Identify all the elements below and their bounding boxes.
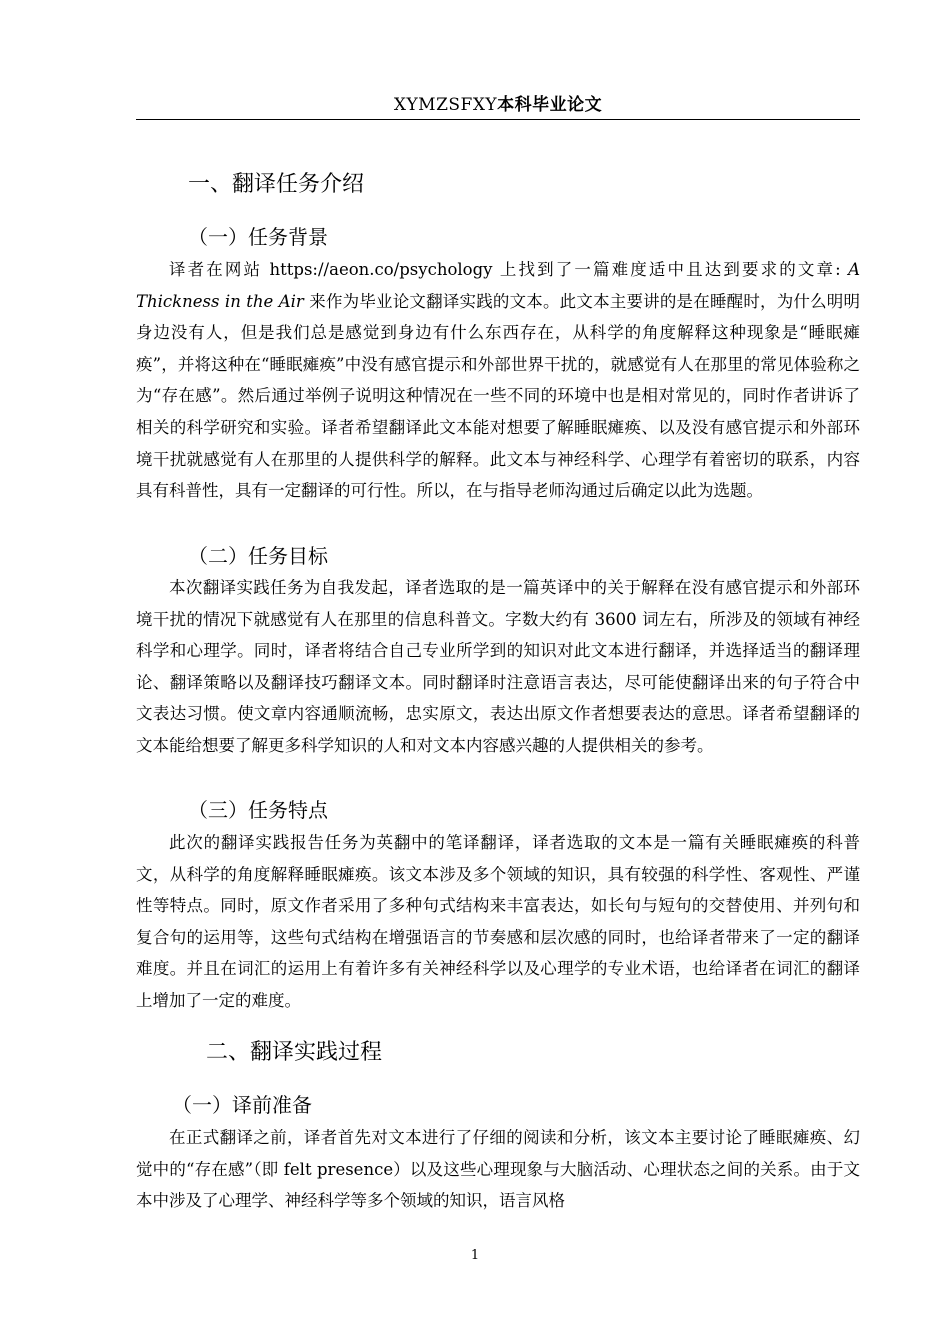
section-1-3-paragraph: 此次的翻译实践报告任务为英翻中的笔译翻译，译者选取的文本是一篇有关睡眠瘫痪的科普文，从科学的角度解释睡眠瘫痪。该文本涉及多个领域的知识，具有较强的科学性、客观性、严谨性等特点。同时，原文作者采用了多种句式结构来丰富表达，如长句与短句的交替使用、并列句和复合句的运用等，这些句式结构在增强语言的节奏感和层次感的同时，也给译者带来了一定的翻译难度。并且在词汇的运用上有着许多有关神经科学以及心理学的专业术语，也给译者在词汇的翻译上增加了一定的难度。 [136, 833, 860, 1010]
page-header [136, 93, 860, 120]
section-2-heading: 二、翻译实践过程 [206, 1040, 383, 1065]
page-number: 1 [470, 1248, 480, 1263]
section-2-1-heading: （一）译前准备 [172, 1093, 312, 1117]
section-1-heading: 一、翻译任务介绍 [188, 172, 365, 197]
header-text [394, 95, 602, 115]
header-prefix: XYMZSFXY [393, 95, 498, 115]
paragraph-text-start: 译者在网站 https://aeon.co/psychology 上找到了一篇难度适中且达到要求的文章: [169, 260, 849, 279]
section-1-3-heading: （三）任务特点 [188, 798, 328, 822]
paragraph-text-end: 来作为毕业论文翻译实践的文本。此文本主要讲的是在睡醒时，为什么明明身边没有人，但是我们总是感觉到身边有什么东西存在，从科学的角度解释这种现象是“睡眠瘫痪”，并将这种在“睡眠瘫痪”中没有感官提示和外部世界干扰的，就感觉有人在那里的常见体验称之为“存在感”。然后通过举例子说明这种情况在一些不同的环境中也是相对常见的，同时作者讲诉了相关的科学研究和实验。译者希望翻译此文本能对想要了解睡眠瘫痪、以及没有感官提示和外部环境干扰就感觉有人在那里的人提供科学的解释。此文本与神经科学、心理学有着密切的联系，内容具有科普性，具有一定翻译的可行性。所以，在与指导老师沟通过后确定以此为选题。 [136, 291, 861, 501]
section-1-1-heading: （一）任务背景 [188, 225, 328, 249]
section-1-1-paragraph [136, 254, 860, 507]
header-title: 本科毕业论文 [497, 95, 603, 115]
section-1-2-heading: （二）任务目标 [188, 544, 328, 568]
section-2-1-paragraph: 在正式翻译之前，译者首先对文本进行了仔细的阅读和分析，该文本主要讨论了睡眠瘫痪、幻觉中的“存在感”（即 felt presence）以及这些心理现象与大脑活动、心理状态之间的关系。由于文本中涉及了心理学、神经科学等多个领域的知识，语言风格 [136, 1128, 860, 1211]
article-title-italic: A Thickness in the Air [136, 260, 860, 311]
section-1-2-paragraph: 本次翻译实践任务为自我发起，译者选取的是一篇英译中的关于解释在没有感官提示和外部环境干扰的情况下就感觉有人在那里的信息科普文。字数大约有 3600 词左右，所涉及的领域有神经科学和心理学。同时，译者将结合自己专业所学到的知识对此文本进行翻译，并选择适当的翻译理论、翻译策略以及翻译技巧翻译文本。同时翻译时注意语言表达，尽可能使翻译出来的句子符合中文表达习惯。使文章内容通顺流畅，忠实原文，表达出原文作者想要表达的意思。译者希望翻译的文本能给想要了解更多科学知识的人和对文本内容感兴趣的人提供相关的参考。 [136, 578, 860, 755]
